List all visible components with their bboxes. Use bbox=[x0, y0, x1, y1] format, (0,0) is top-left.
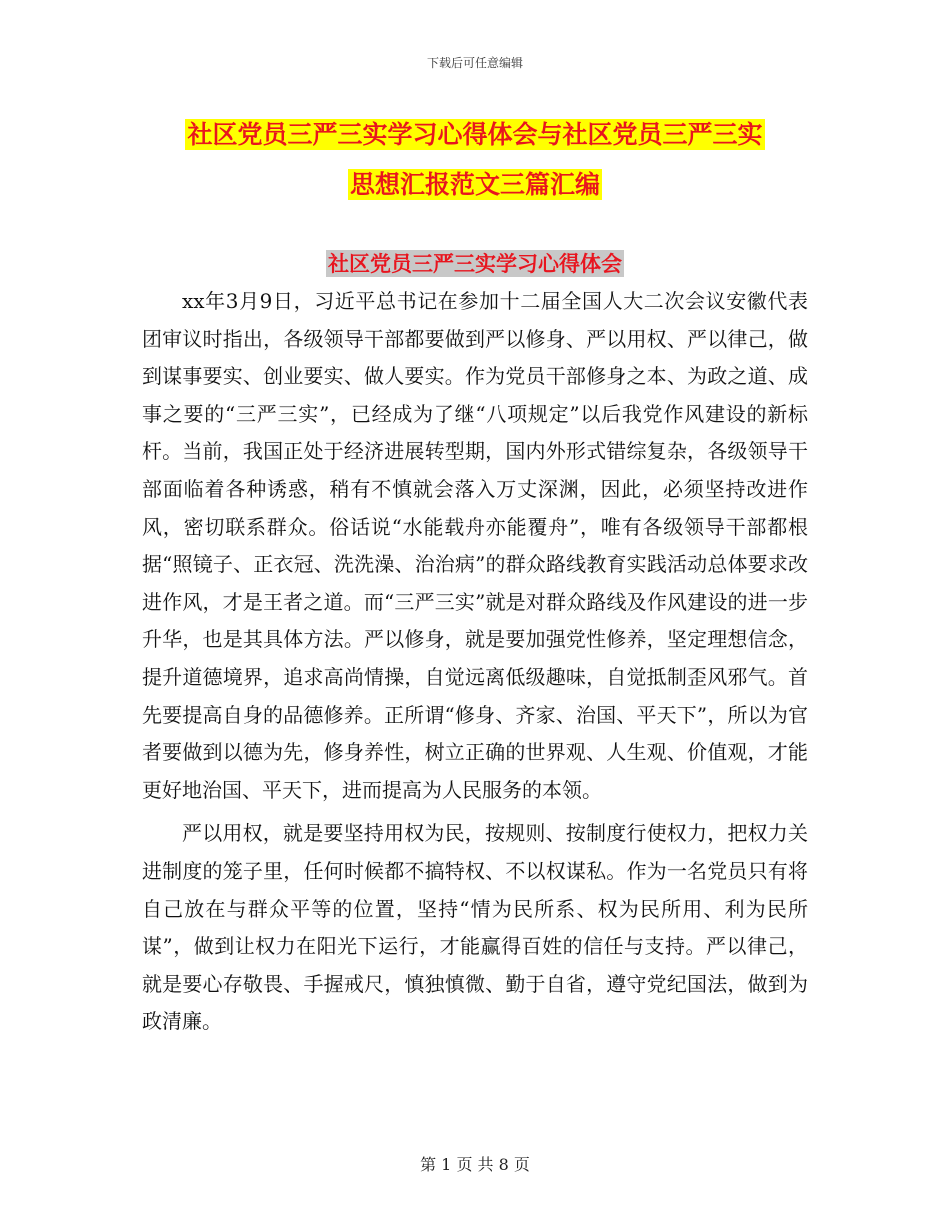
section-title bbox=[0, 248, 950, 278]
document-title bbox=[0, 110, 950, 210]
section-title-text: 社区党员三严三实学习心得体会 bbox=[328, 251, 622, 276]
paragraph: 严以用权，就是要坚持用权为民，按规则、按制度行使权力，把权力关进制度的笼子里，任何时候都不搞特权、不以权谋私。作为一名党员只有将自己放在与群众平等的位置，坚持“情为民所系、权为民所用、利为民所谋”，做到让权力在阳光下运行，才能赢得百姓的信任与支持。严以律己，就是要心存敬畏、手握戒尺，慎独慎微、勤于自省，遵守党纪国法，做到为政清廉。 bbox=[142, 821, 808, 1034]
page-number: 第 1 页 共 8 页 bbox=[420, 1155, 530, 1174]
header-note: 下载后可任意编辑 bbox=[426, 56, 523, 70]
body-text bbox=[142, 283, 808, 1041]
document-title-line-2: 思想汇报范文三篇汇编 bbox=[349, 170, 600, 199]
document-title-line-1: 社区党员三严三实学习心得体会与社区党员三严三实 bbox=[187, 120, 763, 149]
paragraph: xx年3月9日，习近平总书记在参加十二届全国人大二次会议安徽代表团审议时指出，各级领导干部都要做到严以修身、严以用权、严以律己，做到谋事要实、创业要实、做人要实。作为党员干部修身之本、为政之道、成事之要的“三严三实”，已经成为了继“八项规定”以后我党作风建设的新标杆。当前，我国正处于经济进展转型期，国内外形式错综复杂，各级领导干部面临着各种诱惑，稍有不慎就会落入万丈深渊，因此，必须坚持改进作风，密切联系群众。俗话说“水能载舟亦能覆舟”，唯有各级领导干部都根据“照镜子、正衣冠、洗洗澡、治治病”的群众路线教育实践活动总体要求改进作风，才是王者之道。而“三严三实”就是对群众路线及作风建设的进一步升华，也是其具体方法。严以修身，就是要加强党性修养，坚定理想信念，提升道德境界，追求高尚情操，自觉远离低级趣味，自觉抵制歪风邪气。首先要提高自身的品德修养。正所谓“修身、齐家、治国、平天下”，所以为官者要做到以德为先，修身养性，树立正确的世界观、人生观、价值观，才能更好地治国、平天下，进而提高为人民服务的本领。 bbox=[142, 289, 808, 802]
